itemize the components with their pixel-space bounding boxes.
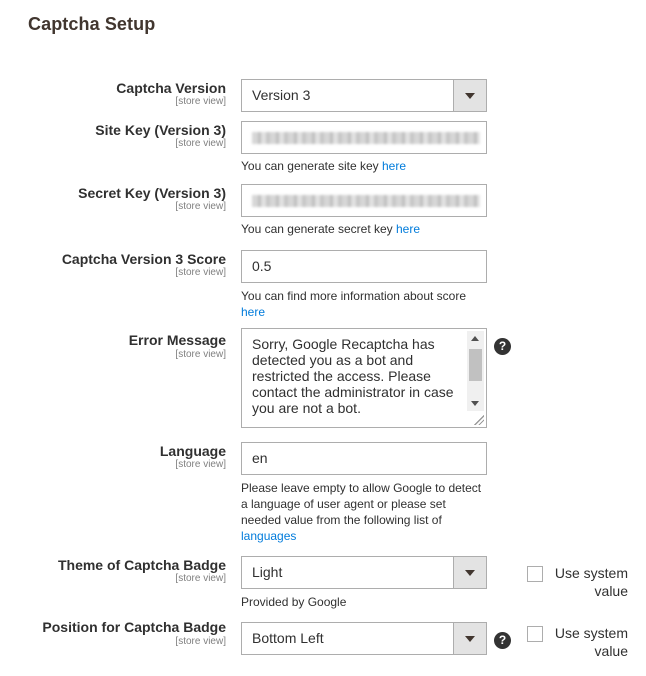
field-label: Theme of Captcha Badge: [57, 557, 226, 573]
secret-key-note: [241, 221, 491, 237]
textarea-value: Sorry, Google Recaptcha has detected you as a bot and restricted the access. Please contact the administrator in case you are not a bot.: [252, 336, 454, 416]
select-value: Bottom Left: [252, 630, 324, 646]
theme-note: Provided by Google: [241, 595, 347, 609]
input-value: 0.5: [252, 258, 272, 274]
theme-select[interactable]: [241, 556, 487, 589]
secret-key-link[interactable]: here: [396, 222, 421, 236]
field-label: Site Key (Version 3): [95, 122, 226, 138]
select-value: Version 3: [252, 87, 311, 103]
use-system-value-label[interactable]: Use system value: [554, 565, 628, 599]
field-label: Captcha Version 3 Score: [61, 251, 226, 267]
scope-label: [store view]: [175, 459, 226, 470]
note-text: You can generate secret key: [241, 222, 396, 236]
use-system-value-label[interactable]: Use system value: [554, 625, 628, 659]
scroll-up-icon[interactable]: [471, 336, 479, 341]
scope-label: [store view]: [175, 138, 226, 149]
language-input[interactable]: [241, 442, 487, 475]
question-circle-icon[interactable]: ?: [494, 338, 511, 355]
error-message-textarea[interactable]: [241, 328, 487, 428]
scope-label: [store view]: [175, 201, 226, 212]
field-label: Captcha Version: [116, 80, 226, 96]
captcha-version-select[interactable]: [241, 79, 487, 112]
scope-label: [store view]: [175, 573, 226, 584]
input-value: en: [252, 450, 268, 466]
note-text: Please leave empty to allow Google to detect a language of user agent or please set needed value from the following list of: [241, 481, 482, 527]
scope-label: [store view]: [175, 96, 226, 107]
site-key-input[interactable]: [241, 121, 487, 154]
score-input[interactable]: [241, 250, 487, 283]
position-select[interactable]: [241, 622, 487, 655]
scroll-down-icon[interactable]: [471, 401, 479, 406]
resize-grip-icon[interactable]: [474, 415, 484, 425]
language-note: [241, 480, 487, 544]
scope-label: [store view]: [175, 349, 226, 360]
score-note: [241, 288, 491, 320]
masked-value: [252, 195, 480, 207]
field-label: Position for Captcha Badge: [42, 619, 226, 635]
site-key-link[interactable]: here: [382, 159, 407, 173]
scope-label: [store view]: [175, 636, 226, 647]
field-label: Error Message: [128, 332, 226, 348]
field-label: Secret Key (Version 3): [78, 185, 226, 201]
masked-value: [252, 132, 480, 144]
note-text: You can find more information about score: [241, 289, 467, 303]
languages-link[interactable]: languages: [241, 529, 297, 543]
scroll-thumb[interactable]: [469, 349, 482, 381]
question-circle-icon[interactable]: ?: [494, 632, 511, 649]
site-key-note: [241, 158, 491, 174]
textarea-scrollbar[interactable]: [467, 331, 484, 411]
select-value: Light: [252, 564, 283, 580]
page-title: Captcha Setup: [28, 14, 156, 34]
chevron-down-icon: [453, 557, 486, 588]
scope-label: [store view]: [175, 267, 226, 278]
note-text: You can generate site key: [241, 159, 382, 173]
chevron-down-icon: [453, 623, 486, 654]
score-link[interactable]: here: [241, 305, 266, 319]
chevron-down-icon: [453, 80, 486, 111]
field-label: Language: [159, 443, 226, 459]
secret-key-input[interactable]: [241, 184, 487, 217]
